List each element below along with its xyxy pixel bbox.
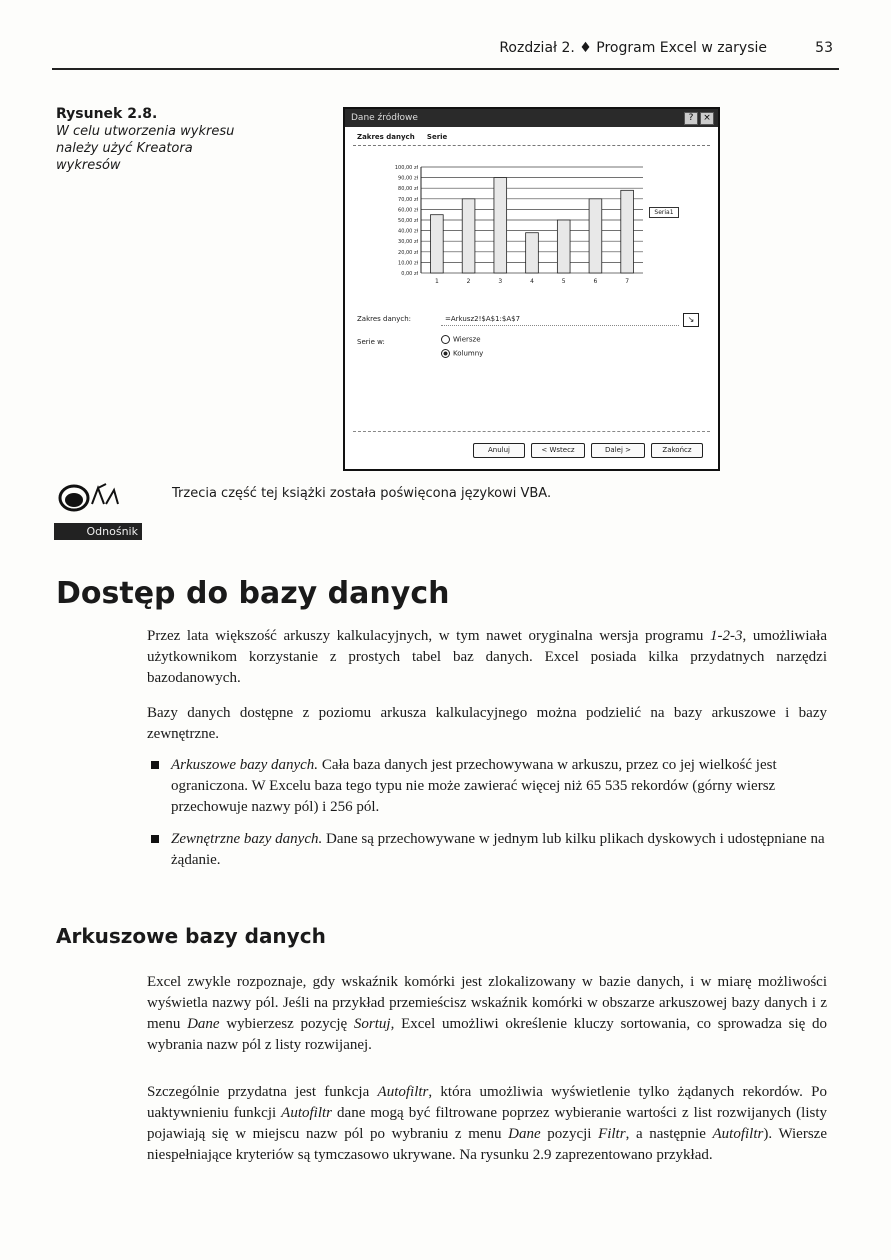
range-input[interactable]: =Arkusz2!$A$1:$A$7 [445,315,521,323]
paragraph-1 [147,626,827,689]
figure-caption-text: W celu utworzenia wykresu należy użyć Kreatora wykresów [56,124,235,173]
y-tick-label: 10,00 zł [398,260,418,267]
text-run: Excel zwykle rozpoznaje, gdy wskaźnik komórki jest zlokalizowany w bazie danych, i w miarę możliwości wyświetla nazwy pól. Jeśli na przykład przemieścisz wskaźnik komórki w obszarze arkuszowej bazy danych i z menu [147,974,827,1032]
bar [431,215,444,273]
dialog-tabs [357,133,457,141]
source-data-dialog [343,107,720,471]
text-run-italic: Dane [508,1126,541,1142]
x-tick-label: 3 [498,278,503,285]
text-run-italic: 1-2-3 [709,628,743,644]
text-run: pozycji [540,1126,599,1142]
text-run: Przez lata większość arkuszy kalkulacyjnych, w tym nawet oryginalna wersja programu [147,628,710,644]
y-tick-label: 60,00 zł [398,207,418,214]
text-run: , Excel umożliwi określenie kluczy sortowania, co sprowadza się do wybrania nazw pól z listy rozwijanej. [147,1016,828,1053]
paragraph-3 [147,972,827,1056]
chart-preview [385,161,705,301]
text-run: Szczególnie przydatna jest funkcja [147,1084,378,1100]
y-tick-label: 30,00 zł [398,239,418,246]
finish-button[interactable]: Zakończ [651,443,703,458]
radio-columns[interactable] [441,349,483,358]
bullet-text: Cała baza danych jest przechowywana w arkuszu, przez co jej wielkość jest ograniczona. W Excelu baza tego typu nie może zawierać więcej niż 65 535 rekordów (górny wiersz przechowuje nazwy pól) i 256 pól. [171,757,777,815]
dialog-titlebar [345,109,718,127]
chart-legend: Seria1 [649,207,679,218]
y-tick-label: 20,00 zł [398,249,418,256]
x-tick-label: 5 [561,278,566,285]
bar [589,199,602,273]
close-icon[interactable]: × [700,112,714,125]
bar [557,220,570,273]
bullet-list [147,755,827,882]
bullet-text: Dane są przechowywane w jednym lub kilku plikach dyskowych i udostępniane na żądanie. [171,831,825,868]
page-number: 53 [815,40,833,56]
list-item [147,755,827,818]
button-divider [353,431,710,432]
radio-rows-label: Wiersze [453,335,481,344]
bar [621,190,634,273]
text-run: , która umożliwia wyświetlenie tylko żądanych rekordów. Po uaktywnieniu funkcji [147,1084,827,1121]
range-label: Zakres danych: [357,315,411,323]
range-input-underline [441,325,679,326]
text-run: , umożliwiała użytkownikom korzystanie z prostych tabel baz danych. Excel posiada kilka przydatnych narzędzi bazodanowych. [147,628,827,686]
next-button[interactable]: Dalej > [591,443,645,458]
text-run: wybierzesz pozycję [219,1016,354,1032]
running-title: Rozdział 2. ♦ Program Excel w zarysie [499,40,767,56]
y-tick-label: 90,00 zł [398,175,418,182]
help-icon[interactable]: ? [684,112,698,125]
y-tick-label: 80,00 zł [398,186,418,193]
x-tick-label: 4 [530,278,534,285]
reference-note: Trzecia część tej książki została poświęcona językowi VBA. [172,486,552,501]
bullet-square-icon [151,835,159,843]
reference-label: Odnośnik [54,523,142,540]
y-tick-label: 40,00 zł [398,228,418,235]
text-run-italic: Autofiltr [712,1126,764,1142]
tab-divider [353,145,710,146]
paragraph-4 [147,1082,827,1166]
cancel-button[interactable]: Anuluj [473,443,525,458]
bar [462,199,475,273]
y-tick-label: 70,00 zł [398,196,418,203]
tab-data-range[interactable]: Zakres danych [357,133,415,141]
bullet-term: Arkuszowe bazy danych. [171,757,319,773]
text-run-italic: Dane [187,1016,220,1032]
radio-rows[interactable] [441,335,481,344]
paragraph-2: Bazy danych dostępne z poziomu arkusza kalkulacyjnego można podzielić na bazy arkuszowe i bazy zewnętrzne. [147,705,827,742]
x-tick-label: 7 [625,278,630,285]
bar [494,178,507,273]
radio-selected-icon [441,349,450,358]
radio-columns-label: Kolumny [453,349,484,358]
text-run-italic: Autofiltr [377,1084,429,1100]
subsection-title: Arkuszowe bazy danych [56,924,326,948]
dialog-title: Dane źródłowe [351,113,418,123]
figure-caption [56,106,246,174]
radio-icon [441,335,450,344]
text-run: ). Wiersze niespełniające kryteriów są tymczasowo ukrywane. Na rysunku 2.9 zaprezentowano przykład. [147,1126,827,1163]
text-run-italic: Filtr [598,1126,626,1142]
text-run-italic: Autofiltr [281,1105,333,1121]
y-tick-label: 0,00 zł [401,271,418,277]
x-tick-label: 2 [466,278,471,285]
series-in-label: Serie w: [357,338,385,346]
section-title: Dostęp do bazy danych [56,576,450,611]
text-run: , a następnie [625,1126,713,1142]
back-button[interactable]: < Wstecz [531,443,585,458]
bullet-square-icon [151,761,159,769]
x-tick-label: 1 [434,278,439,285]
tab-series[interactable]: Serie [426,133,448,141]
x-tick-label: 6 [593,278,598,285]
bullet-term: Zewnętrzne bazy danych. [171,831,323,847]
page-header [52,34,839,70]
text-run-italic: Sortuj [353,1016,391,1032]
y-tick-label: 100,00 zł [394,165,418,171]
text-run: dane mogą być filtrowane poprzez wybieranie wartości z list rozwijanych (listy pojawiają się w miejscu nazw pól po wybraniu z menu [147,1105,828,1142]
list-item [147,829,827,871]
y-tick-label: 50,00 zł [398,218,418,224]
figure-number: Rysunek 2.8. [56,106,158,122]
bar [526,233,539,273]
collapse-dialog-icon[interactable]: ↘ [683,313,699,327]
